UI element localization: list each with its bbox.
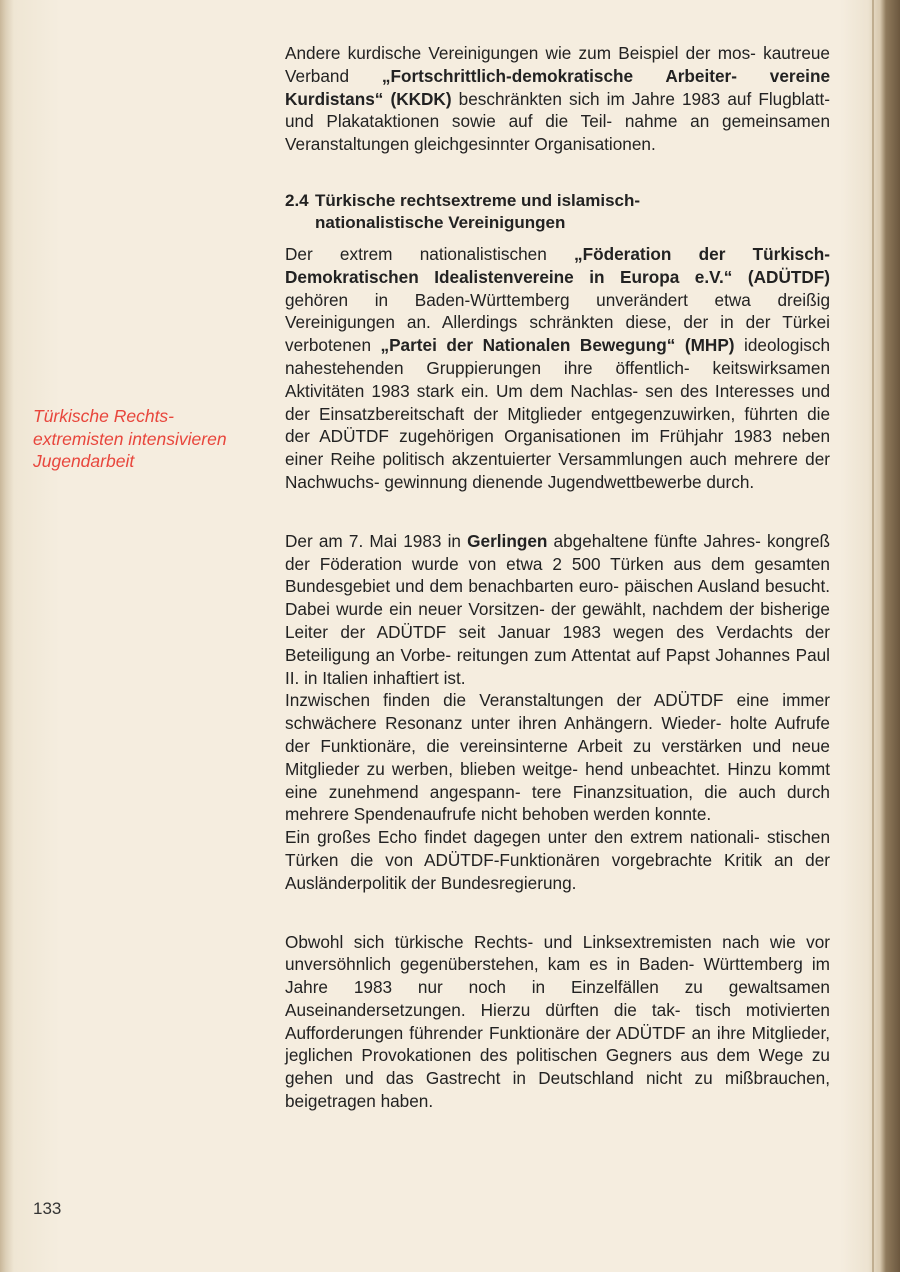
intro-text-1: Andere kurdische Vereinigungen wie zum Beispiel der mos- kautreue Verband (285, 43, 830, 86)
intro-text-2: beschränkten sich im Jahre 1983 auf Flugblatt- und Plakataktionen sowie auf die Teil- nahme an gemeinsamen Veranstaltungen gleichgesinnter Organisationen. (285, 88, 830, 155)
section-number: 2.4 (285, 190, 309, 210)
section-title-line-1: Türkische rechtsextreme und islamisch- (315, 190, 641, 210)
section1-text-3: ideologisch nahestehenden Gruppierungen ihre öffentlich- keitswirksamen Aktivitäten 1983 stark ein. Um dem Nachlas- sen des Interesses und der Einsatzbereitschaft der Mitglieder entgegenzuwirken, führten die der ADÜTDF zugehörigen Organisationen im Frühjahr 1983 neben einer Reihe politisch akzentuierter Versammlungen auch mehrere der Nachwuchs- gewinnung dienende Jugendwettbewerbe durch. (285, 335, 831, 492)
section2-paragraph-1 (285, 530, 830, 690)
section2-place-name: Gerlingen (467, 530, 548, 551)
intro-paragraph (285, 42, 830, 156)
margin-note: Türkische Rechts- extremisten intensivieren Jugendarbeit (33, 406, 227, 471)
section2-text-2: abgehaltene fünfte Jahres- kongreß der Föderation wurde von etwa 2 500 Türken aus dem gesamten Bundesgebiet und dem benachbarten euro- päischen Ausland besucht. Dabei wurde ein neuer Vorsitzen- der gewählt, nachdem der bisherige Leiter der ADÜTDF seit Januar 1983 wegen des Verdachts der Beteiligung an Vorbe- reitungen zum Attentat auf Papst Johannes Paul II. in Italien inhaftiert ist. (285, 530, 830, 688)
section1-federation-name: „Föderation der Türkisch- Demokratischen Idealistenvereine in Europa e.V.“ (ADÜTDF) (285, 243, 830, 287)
section-heading (285, 190, 830, 235)
page-edge (872, 0, 874, 1272)
section1-text-2: gehören in Baden-Württemberg unverändert etwa dreißig Vereinigungen an. Allerdings schränkten diese, der in der Türkei verbotenen (285, 289, 830, 356)
intro-org-name: „Fortschrittlich-demokratische Arbeiter- vereine Kurdistans“ (KKDK) (285, 65, 831, 109)
section1-paragraph (285, 243, 830, 494)
section3-paragraph: Obwohl sich türkische Rechts- und Linksextremisten nach wie vor unversöhnlich gegenüberstehen, kam es in Baden- Württemberg im Jahre 1983 nur noch in Einzelfällen zu gewaltsamen Auseinandersetzungen. Hierzu dürften die tak- tisch motivierten Aufforderungen führender Funktionäre der ADÜTDF an ihre Mitglieder, jeglichen Provokationen des politischen Gegners aus dem Wege zu gehen und das Gastrecht in Deutschland nicht zu mißbrauchen, beigetragen haben. (285, 931, 830, 1112)
section2-paragraph-2: Inzwischen finden die Veranstaltungen der ADÜTDF eine immer schwächere Resonanz unter ihren Anhängern. Wieder- holte Aufrufe der Funktionäre, die vereinsinterne Arbeit zu verstärken und neue Mitglieder zu werben, blieben weitge- hend unbeachtet. Hinzu kommt eine zunehmend angespann- tere Finanzsituation, die auch durch mehrere Spendenaufrufe nicht behoben werden konnte. (285, 690, 830, 825)
main-text-column (285, 42, 830, 1113)
section1-text-1: Der extrem nationalistischen (285, 243, 575, 264)
section2-paragraph-3: Ein großes Echo findet dagegen unter den extrem nationali- stischen Türken die von ADÜTDF-Funktionären vorgebrachte Kritik an der Ausländerpolitik der Bundesregierung. (285, 827, 830, 893)
section2-text-1: Der am 7. Mai 1983 in (285, 530, 468, 551)
section-title-line-2: nationalistische Vereinigungen (315, 213, 566, 233)
page-number: 133 (33, 1199, 62, 1218)
section1-party-name: „Partei der Nationalen Bewegung“ (MHP) (380, 335, 735, 356)
